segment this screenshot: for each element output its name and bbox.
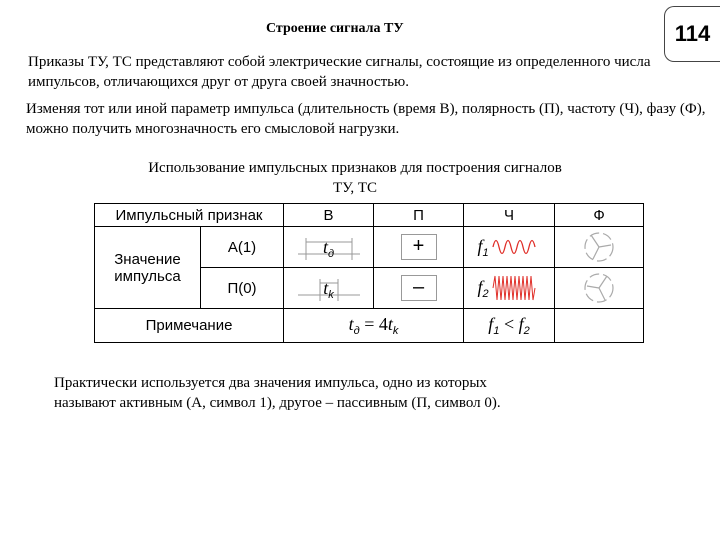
paragraph-active-passive: Практически используется два значения импульса, одно из которых называют активным (А, символ 1), другое – пассивным (П, символ 0). (54, 375, 501, 411)
pulse-features-table (94, 203, 644, 343)
note-frequency-relation (464, 309, 555, 343)
slide-title: Строение сигнала ТУ (266, 21, 404, 36)
note-time-a-sub: д (353, 325, 360, 337)
frequency-active-sub: 1 (482, 246, 489, 259)
header-frequency: Ч (464, 204, 555, 227)
table-header-row (95, 204, 644, 227)
duration-passive (284, 268, 374, 309)
note-freq-lt: < (499, 314, 519, 334)
frequency-passive (464, 268, 555, 309)
note-time-a: t (348, 314, 354, 334)
phase-rotation-cw-icon (579, 229, 619, 265)
polarity-plus: + (401, 234, 437, 260)
note-freq-b: f (518, 314, 524, 334)
note-label: Примечание (95, 309, 284, 343)
paragraph-parameters: Изменяя тот или иной параметр импульса (длительность (время В), полярность (П), частоту (Ч), фазу (Ф), можно получить многозначность его смысловой нагрузки. (26, 101, 706, 137)
header-feature: Импульсный признак (95, 204, 284, 227)
table-row-active (95, 227, 644, 268)
value-active: А(1) (201, 227, 284, 268)
note-freq-a-sub: 1 (493, 325, 500, 337)
group-label: Значение импульса (95, 227, 201, 309)
frequency-active-symbol: f (477, 235, 483, 256)
page-number: 114 (664, 6, 720, 62)
note-freq-a: f (488, 314, 494, 334)
frequency-passive-symbol: f (477, 276, 483, 297)
duration-active-sub: д (327, 248, 335, 260)
high-frequency-wave-icon (491, 273, 541, 303)
header-duration: В (284, 204, 374, 227)
polarity-minus: – (401, 275, 437, 301)
header-phase: Ф (555, 204, 644, 227)
duration-active (284, 227, 374, 268)
frequency-active (464, 227, 555, 268)
note-time-b-sub: k (392, 325, 399, 337)
phase-rotation-ccw-icon (579, 270, 619, 306)
note-phase-empty (555, 309, 644, 343)
polarity-active (374, 227, 464, 268)
value-passive: П(0) (201, 268, 284, 309)
note-freq-b-sub: 2 (523, 325, 530, 337)
duration-active-symbol: t (322, 237, 328, 257)
note-time-eq: = 4 (359, 314, 388, 334)
low-frequency-wave-icon (491, 232, 541, 262)
note-time-b: t (387, 314, 393, 334)
duration-passive-sub: k (328, 289, 334, 301)
note-duration-relation (284, 309, 464, 343)
table-caption: Использование импульсных признаков для построения сигналов ТУ, ТС (148, 160, 562, 196)
duration-passive-symbol: t (323, 278, 329, 298)
polarity-passive (374, 268, 464, 309)
frequency-passive-sub: 2 (482, 287, 489, 300)
header-polarity: П (374, 204, 464, 227)
paragraph-intro: Приказы ТУ, ТС представляют собой электрические сигналы, состоящие из определенного числа импульсов, отличающихся друг от друга своей значностью. (28, 54, 651, 90)
phase-active (555, 227, 644, 268)
table-note-row (95, 309, 644, 343)
phase-passive (555, 268, 644, 309)
